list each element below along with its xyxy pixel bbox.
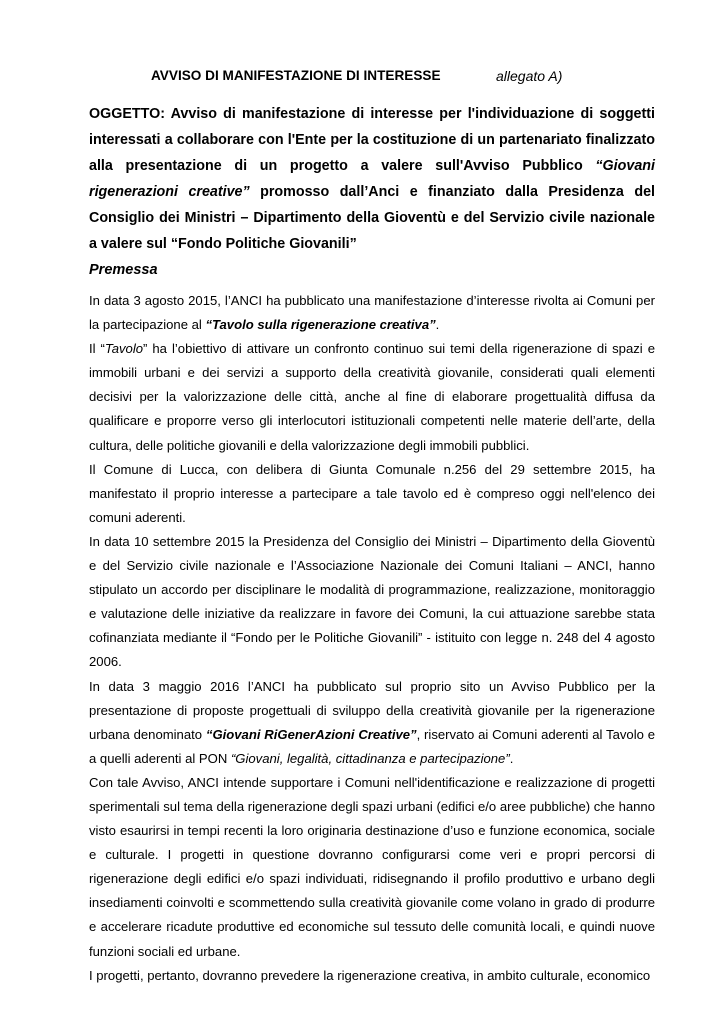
subject-lead: OGGETTO: Avviso di manifestazione di interesse per l'individuazione di soggetti interessati a collaborare con l'Ente per la costituzione di un partenariato finalizzato alla presentazione di un progetto a valere sull'Avviso Pubblico (89, 106, 655, 174)
paragraph-1-emphasis: “Tavolo sulla rigenerazione creativa” (205, 317, 436, 333)
paragraph-7: I progetti, pertanto, dovranno prevedere la rigenerazione creativa, in ambito culturale, economico (89, 967, 651, 983)
paragraph-1-end: . (435, 317, 440, 333)
paragraph-5-text: In data 3 maggio 2016 l’ANCI ha pubblicato sul proprio sito un Avviso Pubblico per la presentazione di proposte progettuali di sviluppo della creatività giovanile per la rigenerazione urbana denominato (89, 678, 655, 742)
paragraph-6: Con tale Avviso, ANCI intende supportare i Comuni nell'identificazione e realizzazione di progetti sperimentali sul tema della rigenerazione degli spazi urbani (edifici e/o aree pubbliche) che hanno visto esaurirsi in tempi recenti la loro originaria destinazione d’uso e funzione economica, sociale e culturale. I progetti in questione dovranno configurarsi come veri e propri percorsi di rigenerazione degli edifici e/o spazi individuati, ridisegnando il profilo produttivo e urbano degli insediamenti coinvolti e scommettendo sulla creatività giovanile come volano in grado di produrre e accelerare ricadute produttive ed economiche sul tessuto delle comunità locali, e quindi nuove funzioni sociali ed urbane. (89, 774, 655, 959)
section-title-premessa: Premessa (89, 262, 158, 278)
subject-paragraph (89, 101, 655, 257)
paragraph-4: In data 10 settembre 2015 la Presidenza del Consiglio dei Ministri – Dipartimento della Gioventù e del Servizio civile nazionale e l’Associazione Nazionale dei Comuni Italiani – ANCI, hanno stipulato un accordo per disciplinare le modalità di programmazione, realizzazione, monitoraggio e valutazione delle iniziative da realizzare in favore dei Comuni, la cui attuazione sarebbe stata cofinanziata mediante il “Fondo per le Politiche Giovanili” - istituito con legge n. 248 del 4 agosto 2006. (89, 533, 655, 670)
paragraph-2-text: ” ha l’obiettivo di attivare un confronto continuo sui temi della rigenerazione di spazi e immobili urbani e dei servizi a supporto della creatività giovanile, considerati quali elementi decisivi per la valorizzazione delle città, anche al fine di elaborare progettualità diffusa da qualificare e proporre verso gli interlocutori istituzionali competenti nelle materie dell’arte, della cultura, delle politiche giovanili e della valorizzazione degli immobili pubblici. (89, 341, 655, 453)
paragraph-5 (89, 675, 655, 771)
paragraph-2 (89, 337, 655, 457)
paragraph-2-open: Il “ (89, 341, 105, 357)
subject-tail: promosso dall’Anci e finanziato dalla Presidenza del Consiglio dei Ministri – Dipartimento della Gioventù e del Servizio civile nazionale a valere sul “Fondo Politiche Giovanili” (89, 184, 655, 252)
paragraph-1-text: In data 3 agosto 2015, l’ANCI ha pubblicato una manifestazione d’interesse rivolta ai Comuni per la partecipazione al (89, 293, 655, 333)
premessa-body (89, 289, 655, 988)
paragraph-5-emphasis: “Giovani RiGenerAzioni Creative” (205, 726, 417, 742)
document-title: AVVISO DI MANIFESTAZIONE DI INTERESSE (151, 68, 441, 83)
annex-label: allegato A) (496, 68, 563, 84)
paragraph-5-pon-name: “Giovani, legalità, cittadinanza e partecipazione” (230, 750, 510, 766)
paragraph-3: Il Comune di Lucca, con delibera di Giunta Comunale n.256 del 29 settembre 2015, ha manifestato il proprio interesse a partecipare a tale tavolo ed è compreso oggi nell'elenco dei comuni aderenti. (89, 461, 655, 525)
subject-project-name: “Giovani rigenerazioni creative” (89, 158, 655, 200)
paragraph-5-middle: , riservato ai Comuni aderenti al Tavolo e a quelli aderenti al PON (89, 726, 656, 766)
paragraph-2-emphasis: Tavolo (104, 341, 144, 357)
paragraph-1 (89, 289, 655, 337)
paragraph-5-end: . (509, 750, 514, 766)
